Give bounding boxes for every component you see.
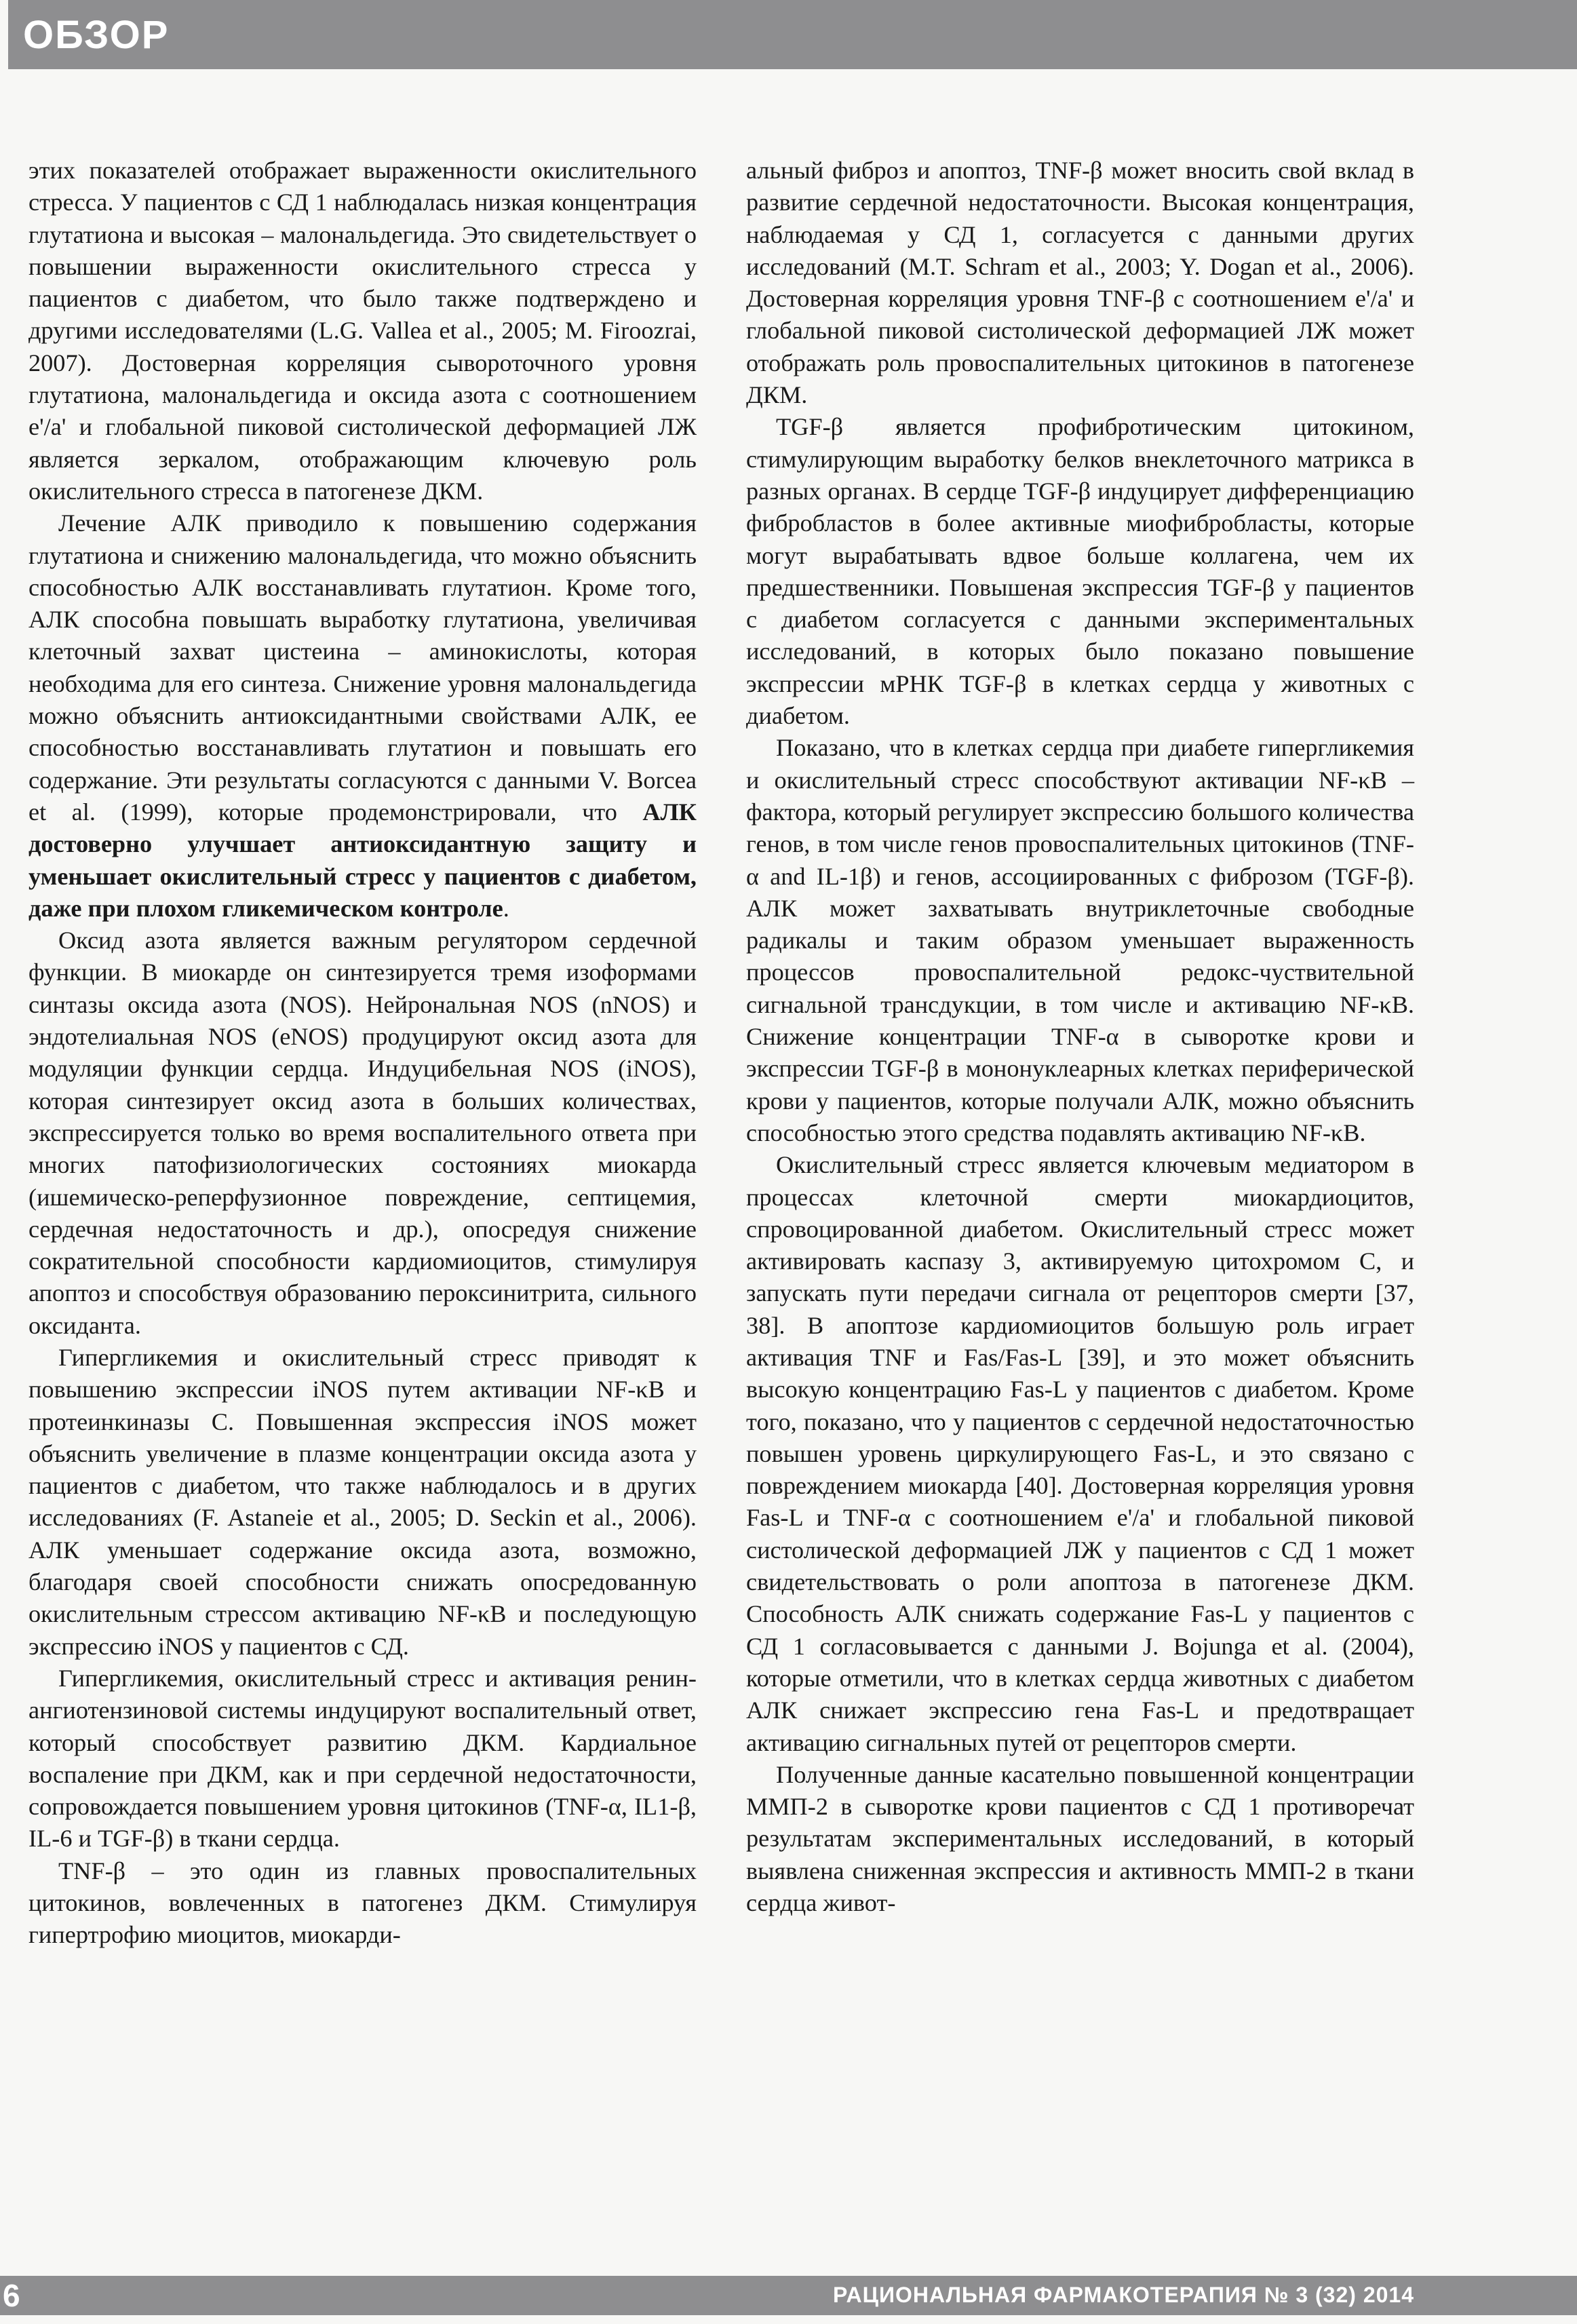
paragraph-text: .: [503, 894, 509, 922]
paragraph: Показано, что в клетках сердца при диабете гипергликемия и окислительный стресс способствуют активации NF-κB – фактора, который регулирует экспрессию большого количества генов, в том числе генов провоспалительных цитокинов (TNF-α and IL-1β) и генов, ассоциированных с фиброзом (TGF-β). АЛК может захватывать внутриклеточные свободные радикалы и таким образом уменьшает выраженность процессов провоспалительной редокс-чуствительной сигнальной трансдукции, в том числе и активацию NF-κB. Снижение концентрации TNF-α в сыворотке крови и экспрессии TGF-β в мононуклеарных клетках периферической крови у пациентов, которые получали АЛК, можно объяснить способностью этого средства подавлять активацию NF-κB.: [746, 734, 1414, 1146]
paragraph: Гипергликемия и окислительный стресс приводят к повышению экспрессии iNOS путем активации NF-κB и протеинкиназы С. Повышенная экспрессия iNOS может объяснить увеличение в плазме концентрации оксида азота у пациентов с диабетом, что также наблюдалось и в других исследованиях (F. Astaneie et al., 2005; D. Seckin et al., 2006). АЛК уменьшает содержание оксида азота, возможно, благодаря своей способности снижать опосредованную окислительным стрессом активацию NF-κB и последующую экспрессию iNOS у пациентов с СД.: [28, 1343, 697, 1660]
page-number: 6: [3, 2278, 20, 2313]
left-column: [28, 155, 697, 1952]
paragraph: этих показателей отображает выраженности окислительного стресса. У пациентов с СД 1 наблюдалась низкая концентрация глутатиона и высокая – малональдегида. Это свидетельствует о повышении выраженности окислительного стресса у пациентов с диабетом, что было также подтверждено и другими исследователями (L.G. Vallea et al., 2005; M. Firoozrai, 2007). Достоверная корреляция сывороточного уровня глутатиона, малональдегида и оксида азота с соотношением e'/a' и глобальной пиковой систолической деформацией ЛЖ является зеркалом, отображающим ключевую роль окислительного стресса в патогенезе ДКМ.: [28, 157, 697, 505]
section-header-bar: [8, 0, 1577, 69]
paragraph: TGF-β является профибротическим цитокином, стимулирующим выработку белков внеклеточного матрикса в разных органах. В сердце TGF-β индуцирует дифференциацию фибробластов в более активные миофибробласты, которые могут вырабатывать вдвое больше коллагена, чем их предшественники. Повышеная экспрессия TGF-β у пациентов с диабетом согласуется с данными экспериментальных исследований, в которых было показано повышение экспрессии мРНК TGF-β в клетках сердца у животных с диабетом.: [746, 413, 1414, 730]
paragraph: Оксид азота является важным регулятором сердечной функции. В миокарде он синтезируется тремя изоформами синтазы оксида азота (NOS). Нейрональная NOS (nNOS) и эндотелиальная NOS (eNOS) продуцируют оксид азота для модуляции функции сердца. Индуцибельная NOS (iNOS), которая синтезирует оксид азота в больших количествах, экспрессируется только во время воспалительного ответа при многих патофизиологических состояниях миокарда (ишемическо-реперфузионное повреждение, септицемия, сердечная недостаточность и др.), опосредуя снижение сократительной способности кардиомиоцитов, стимулируя апоптоз и способствуя образованию пероксинитрита, сильного оксиданта.: [28, 927, 697, 1339]
paragraph: Гипергликемия, окислительный стресс и активация ренин-ангиотензиновой системы индуцируют воспалительный ответ, который способствует развитию ДКМ. Кардиальное воспаление при ДКМ, как и при сердечной недостаточности, сопровождается повышением уровня цитокинов (TNF-α, IL1-β, IL-6 и TGF-β) в ткани сердца.: [28, 1664, 697, 1853]
journal-title: РАЦИОНАЛЬНАЯ ФАРМАКОТЕРАПИЯ № 3 (32) 2014: [832, 2283, 1414, 2307]
paragraph: TNF-β – это один из главных провоспалительных цитокинов, вовлеченных в патогенез ДКМ. Стимулируя гипертрофию миоцитов, миокарди-: [28, 1857, 697, 1949]
emphasized-conclusion: АЛК достоверно улучшает антиоксидантную защиту и уменьшает окислительный стресс у пациентов с диабетом, даже при плохом гликемическом контроле: [28, 798, 697, 922]
paragraph: Окислительный стресс является ключевым медиатором в процессах клеточной смерти миокардиоцитов, спровоцированной диабетом. Окислительный стресс может активировать каспазу 3, активируемую цитохромом С, и запускать пути передачи сигнала от рецепторов смерти [37, 38]. В апоптозе кардиомиоцитов большую роль играет активация TNF и Fas/Fas-L [39], и это может объяснить высокую концентрацию Fas-L у пациентов с диабетом. Кроме того, показано, что у пациентов с сердечной недостаточностью повышен уровень циркулирующего Fas-L, и это связано с повреждением миокарда [40]. Достоверная корреляция уровня Fas-L и TNF-α с соотношением e'/a' и глобальной пиковой систолической деформацией ЛЖ у пациентов с СД 1 может свидетельствовать о роли апоптоза в патогенезе ДКМ. Способность АЛК снижать содержание Fas-L у пациентов с СД 1 согласовывается с данными J. Bojunga et al. (2004), которые отметили, что в клетках сердца животных с диабетом АЛК снижает экспрессию гена Fas-L и предотвращает активацию сигнальных путей от рецепторов смерти.: [746, 1151, 1414, 1756]
right-column: [746, 155, 1414, 1919]
paragraph-text: Лечение АЛК приводило к повышению содержания глутатиона и снижению малональдегида, что можно объяснить способностью АЛК восстанавливать глутатион. Кроме того, АЛК способна повышать выработку глутатиона, увеличивая клеточный захват цистеина – аминокислоты, которая необходима для его синтеза. Снижение уровня малональдегида можно объяснить антиоксидантными свойствами АЛК, ее способностью восстанавливать глутатион и повышать его содержание. Эти результаты согласуются с данными V. Borcea et al. (1999), которые продемонстрировали, что: [28, 509, 697, 826]
section-title: ОБЗОР: [23, 13, 170, 57]
paragraph: альный фиброз и апоптоз, TNF-β может вносить свой вклад в развитие сердечной недостаточности. Высокая концентрация, наблюдаемая у СД 1, согласуется с данными других исследований (M.T. Schram et al., 2003; Y. Dogan et al., 2006). Достоверная корреляция уровня TNF-β с соотношением e'/a' и глобальной пиковой систолической деформацией ЛЖ может отображать роль провоспалительных цитокинов в патогенезе ДКМ.: [746, 157, 1414, 409]
paragraph: [28, 507, 697, 925]
paragraph: Полученные данные касательно повышенной концентрации ММП-2 в сыворотке крови пациентов с СД 1 противоречат результатам экспериментальных исследований, в который выявлена сниженная экспрессия и активность ММП-2 в ткани сердца живот-: [746, 1760, 1414, 1917]
